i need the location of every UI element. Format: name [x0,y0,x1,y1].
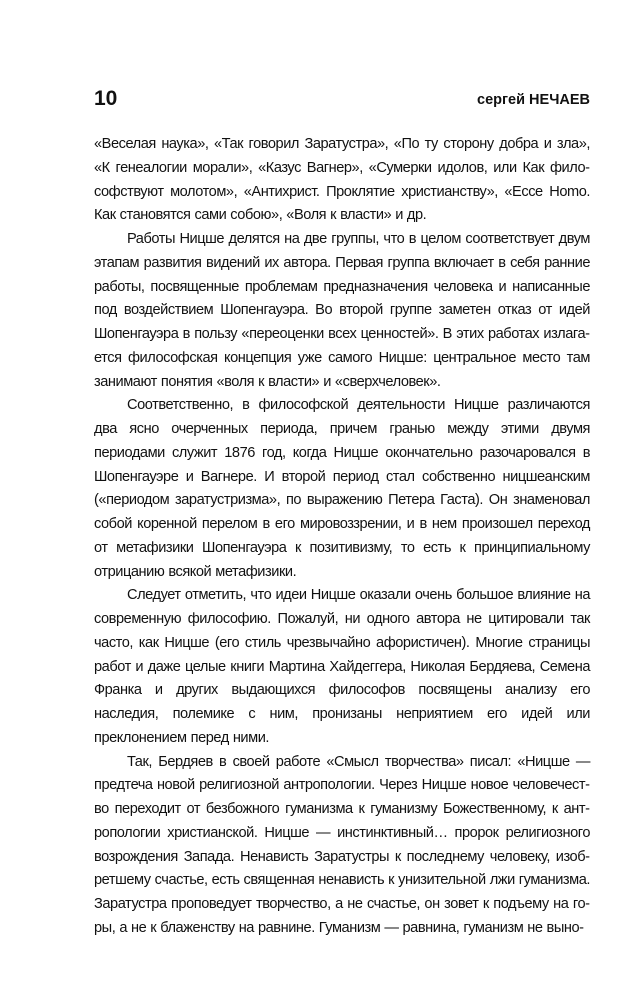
running-head: сергей НЕЧАЕВ [477,92,590,108]
paragraph-2: Работы Ницше делятся на две группы, что в целом соответствует двум этапам развития видений их автора. Первая группа включает в себя ранние работы, посвященные проблемам предназначения человека и написанные под воздействием Шопенгауэра. Во второй группе заметен отказ от идей Шопенгауэра в пользу «переоценки всех ценностей». В этих работах излагается философская концепция уже самого Ницше: центральное место там занимают понятия «воля к власти» и «сверхчеловек». [94,231,590,390]
paragraph-5: Так, Бердяев в своей работе «Смысл творчества» писал: «Ницше — предтеча новой религиозной антропологии. Через Ницше новое человечество переходит от безбожного гуманизма к гуманизму Божественному, к антропологии христианской. Ницше — инстинктивный… пророк религиозного возрождения Запада. Ненависть Заратустры к последнему человеку, изобретшему счастье, есть священная ненависть к унизительной лжи гуманизма. Заратустра проповедует творчество, а не счастье, он зовет к подъему на горы, а не к блаженству на равнине. Гуманизм — равнина, гуманизм не выно- [94,753,590,936]
page-header [94,84,590,114]
body-text [94,133,590,941]
paragraph-1: «Веселая наука», «Так говорил Заратустра», «По ту сторону добра и зла», «К генеалогии морали», «Казус Вагнер», «Сумерки идолов, или Как философствуют молотом», «Антихрист. Проклятие христианству», «Ecce Homo. Как становятся сами собою», «Воля к власти» и др. [94,136,590,224]
page-number: 10 [94,87,118,110]
paragraph-3: Соответственно, в философской деятельности Ницше различаются два ясно очерченных периода, причем гранью между этими двумя периодами служит 1876 год, когда Ницше окончательно разочаровался в Шопенгауэре и Вагнере. И второй период стал собственно ницшеанским («периодом заратустризма», по выражению Петера Гаста). Он знаменовал собой коренной перелом в его мировоззрении, и в нем произошел переход от метафизики Шопенгауэра к позитивизму, то есть к принципиальному отрицанию всякой метафизики. [94,397,590,580]
paragraph-4: Следует отметить, что идеи Ницше оказали очень большое влияние на современную философию. Пожалуй, ни одного автора не цитировали так часто, как Ницше (его стиль чрезвычайно афористичен). Многие страницы работ и даже целые книги Мартина Хайдеггера, Николая Бердяева, Семена Франка и других выдающихся философов посвящены анализу его наследия, полемике с ним, пронизаны неприятием его идей или преклонением перед ними. [94,587,590,746]
